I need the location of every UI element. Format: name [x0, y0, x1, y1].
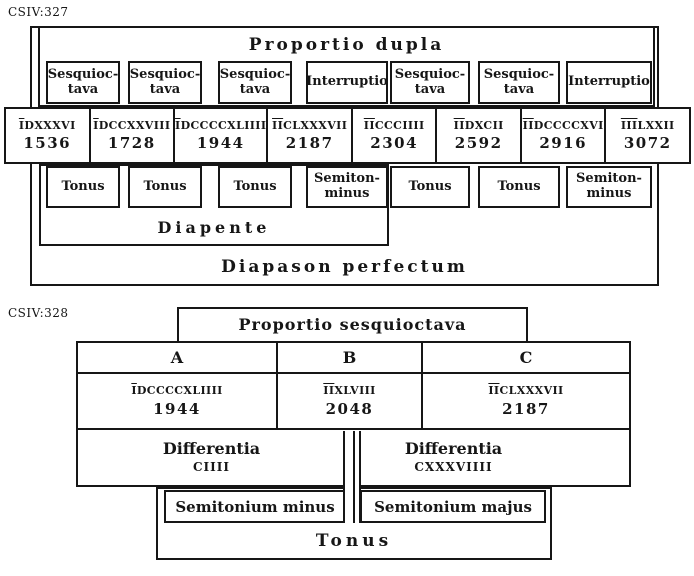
box-label: tava: [149, 81, 181, 97]
roman-numeral: [454, 119, 504, 132]
roman-rest: CCCIIII: [374, 119, 425, 132]
differentia-right-box: [363, 430, 629, 483]
roman-thousands: $\overline{II}$: [363, 119, 375, 132]
box-label: Sesquioc-: [394, 66, 466, 82]
roman-rest: DCCCCXLIIII: [180, 119, 267, 132]
roman-numeral: [364, 119, 425, 132]
tonus-box: [390, 166, 470, 208]
roman-numeral: [131, 384, 222, 397]
interruptio-box: [566, 61, 652, 104]
roman-numeral: [272, 119, 347, 132]
sesquioctava-box: [46, 61, 120, 104]
box-label: minus: [586, 186, 632, 201]
diapente-label: Diapente: [157, 218, 271, 237]
roman-thousands: $\overline{I}$: [18, 119, 25, 132]
channel-center-line: [353, 431, 355, 523]
abc-header-row: [78, 343, 629, 374]
figure2-caption: CSIV:328: [8, 306, 69, 320]
semitonus-minus-box: [566, 166, 652, 208]
roman-thousands: $\overline{II}$: [522, 119, 534, 132]
roman-rest: LXXII: [637, 119, 675, 132]
box-label: tava: [67, 81, 99, 97]
sesquioctava-box: [218, 61, 292, 104]
box-label: Sesquioc-: [219, 66, 291, 82]
pitch-value: 2916: [539, 134, 588, 152]
semitonus-minus-box: [306, 166, 388, 208]
roman-numeral: [323, 384, 375, 397]
roman-numeral: [621, 119, 675, 132]
proportio-sesquioctava-box: [177, 307, 528, 345]
box-label: tava: [503, 81, 535, 97]
pitch-value: 2592: [454, 134, 503, 152]
box-label: Tonus: [143, 178, 187, 194]
pitch-cell: [423, 374, 629, 428]
roman-rest: XLVIII: [334, 384, 376, 397]
tonus-box: [46, 166, 120, 208]
roman-numeral: [19, 119, 76, 132]
column-header-a: A: [78, 343, 278, 372]
sesquioctava-box: [478, 61, 560, 104]
box-label: minus: [324, 186, 370, 201]
semitonium-minus-box: [164, 490, 346, 523]
box-label: Sesquioc-: [483, 66, 555, 82]
pitch-value: 2187: [285, 134, 334, 152]
pitch-cell: [437, 109, 522, 162]
box-label: Sesquioc-: [47, 66, 119, 82]
roman-thousands: $\overline{II}$: [453, 119, 465, 132]
pitch-cell: [522, 109, 607, 162]
differentia-label: Differentia: [162, 439, 261, 459]
pitch-number-strip: [4, 107, 691, 164]
proportio-dupla-label: Proportio dupla: [248, 35, 445, 55]
differentia-label: Differentia: [404, 439, 503, 459]
box-label: tava: [239, 81, 271, 97]
roman-thousands: $\overline{III}$: [620, 119, 638, 132]
pitch-value: 1536: [23, 134, 72, 152]
box-label: Interruptio: [306, 74, 388, 90]
differentia-value: CXXXVIIII: [414, 459, 493, 474]
interruptio-box: [306, 61, 388, 104]
column-header-b: B: [278, 343, 423, 372]
tonus-label: Tonus: [315, 531, 393, 551]
roman-rest: DCCCCXLIIII: [136, 384, 223, 397]
roman-thousands: $\overline{II}$: [272, 119, 284, 132]
tonus-box: [218, 166, 292, 208]
roman-thousands: $\overline{I}$: [131, 384, 137, 397]
semitonium-majus-label: Semitonium majus: [374, 497, 532, 516]
tonus-box: [478, 166, 560, 208]
pitch-cell: [6, 109, 91, 162]
box-label: Tonus: [497, 178, 541, 194]
pitch-value: 3072: [623, 134, 672, 152]
roman-numeral: [93, 119, 170, 132]
roman-thousands: $\overline{I}$: [93, 119, 99, 132]
box-label: Tonus: [408, 178, 452, 194]
pitch-cell: [278, 374, 423, 428]
pitch-value: 2304: [370, 134, 419, 152]
pitch-cell: [606, 109, 689, 162]
pitch-value: 2048: [325, 400, 374, 418]
roman-rest: CLXXXVII: [283, 119, 348, 132]
figure1-caption: CSIV:327: [8, 5, 69, 19]
sesquioctava-box: [390, 61, 470, 104]
roman-rest: DCCCCXVI: [533, 119, 604, 132]
roman-thousands: $\overline{I}$: [175, 119, 181, 132]
column-header-c: C: [519, 348, 533, 367]
differentia-left-box: [78, 430, 345, 483]
roman-numeral: [488, 384, 563, 397]
roman-thousands: $\overline{II}$: [323, 384, 335, 397]
pitch-cell: [91, 109, 176, 162]
pitch-value: 1728: [107, 134, 156, 152]
box-label: Interruptio: [568, 74, 650, 90]
pitch-value: 2187: [502, 400, 550, 418]
semitonium-majus-box: [360, 490, 546, 523]
roman-numeral: [523, 119, 604, 132]
pitch-cell: [175, 109, 268, 162]
box-label: tava: [414, 81, 446, 97]
abc-number-row: [78, 374, 629, 430]
roman-rest: DXCII: [464, 119, 504, 132]
box-label: Tonus: [61, 178, 105, 194]
pitch-value: 1944: [196, 134, 245, 152]
pitch-cell: [268, 109, 353, 162]
roman-thousands: $\overline{II}$: [488, 384, 500, 397]
roman-numeral: [175, 119, 266, 132]
box-label: Semiton-: [576, 171, 642, 187]
proportio-sesquioctava-label: Proportio sesquioctava: [238, 315, 467, 334]
roman-rest: DCCXXVIII: [98, 119, 171, 132]
pitch-value: 1944: [153, 400, 201, 418]
roman-rest: CLXXXVII: [499, 384, 564, 397]
differentia-value: CIIII: [192, 459, 230, 474]
sesquioctava-box: [128, 61, 202, 104]
box-label: Tonus: [233, 178, 277, 194]
semitonium-minus-label: Semitonium minus: [175, 497, 335, 516]
channel-lines: [343, 431, 361, 523]
roman-rest: DXXXVI: [24, 119, 76, 132]
box-label: Sesquioc-: [129, 66, 201, 82]
tonus-box: [128, 166, 202, 208]
diapason-label: Diapason perfectum: [221, 257, 468, 277]
pitch-cell: [353, 109, 438, 162]
box-label: Semiton-: [314, 171, 380, 187]
pitch-cell: [78, 374, 278, 428]
